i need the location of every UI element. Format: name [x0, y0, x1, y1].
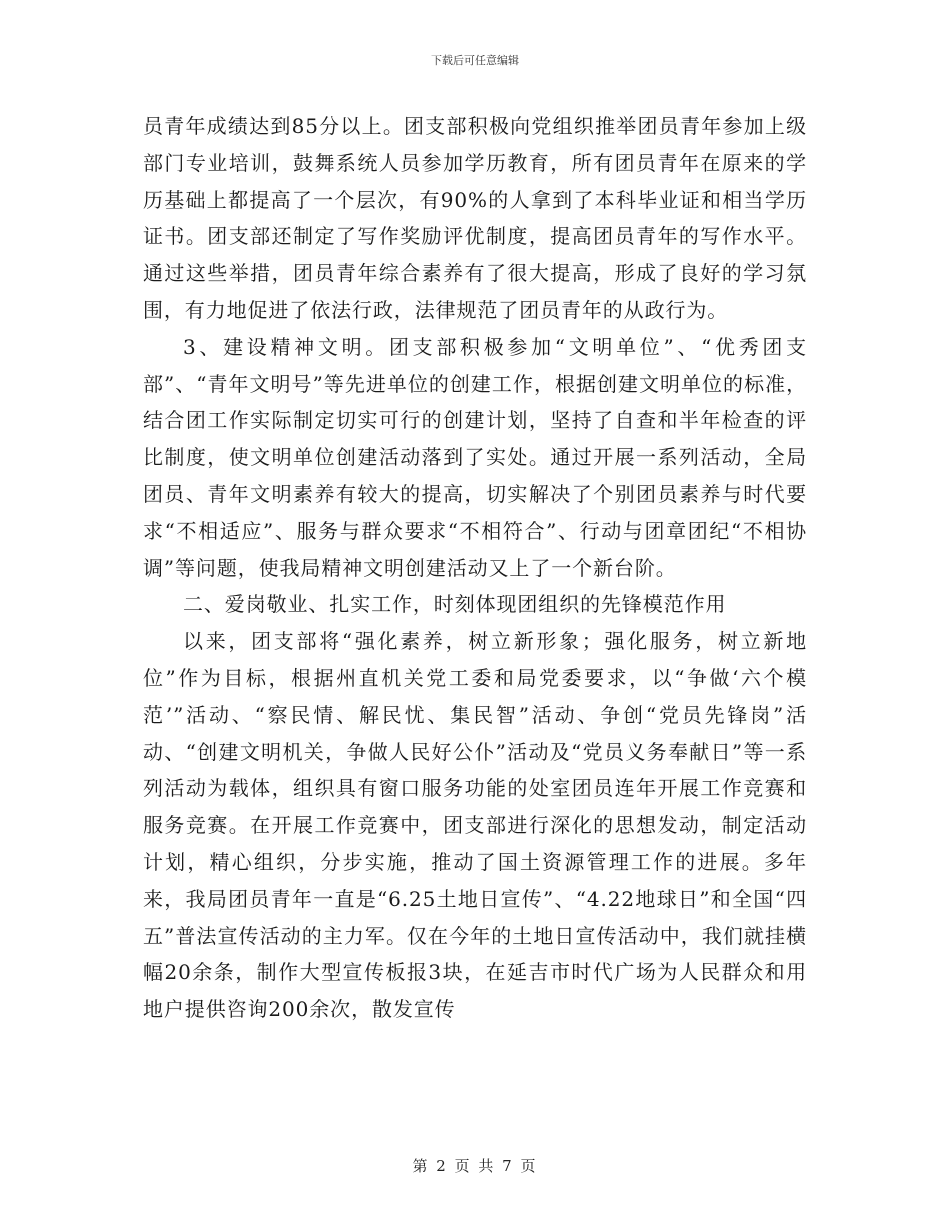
paragraph-work-competitions: 以来，团支部将“强化素养，树立新形象；强化服务，树立新地位”作为目标，根据州直机关党工委和局党委要求，以“争做‘六个模范’”活动、“察民情、解民忧、集民智”活动、争创“党员先锋岗”活动、“创建文明机关，争做人民好公仆”活动及“党员义务奉献日”等一系列活动为载体，组织具有窗口服务功能的处室团员连年开展工作竞赛和服务竞赛。在开展工作竞赛中，团支部进行深化的思想发动，制定活动计划，精心组织，分步实施，推动了国土资源管理工作的进展。多年来，我局团员青年一直是“6.25土地日宣传”、“4.22地球日”和全国“四五”普法宣传活动的主力军。仅在今年的土地日宣传活动中，我们就挂横幅20余条，制作大型宣传板报3块，在延吉市时代广场为人民群众和用地户提供咨询200余次，散发宣传	[143, 629, 807, 1022]
document-body	[143, 108, 807, 1028]
page-number: 第 2 页 共 7 页	[412, 1157, 538, 1175]
paragraph-spiritual-civilization: 3、建设精神文明。团支部积极参加“文明单位”、“优秀团支部”、“青年文明号”等先进单位的创建工作，根据创建文明单位的标准，结合团工作实际制定切实可行的创建计划，坚持了自查和半年检查的评比制度，使文明单位创建活动落到了实处。通过开展一系列活动，全局团员、青年文明素养有较大的提高，切实解决了个别团员素养与时代要求“不相适应”、服务与群众要求“不相符合”、行动与团章团纪“不相协调”等问题，使我局精神文明创建活动又上了一个新台阶。	[143, 334, 807, 580]
page-header: 下载后可任意编辑	[431, 54, 519, 67]
section-heading-dedication: 二、爱岗敬业、扎实工作，时刻体现团组织的先锋模范作用	[183, 592, 727, 617]
paragraph-study-achievements: 员青年成绩达到85分以上。团支部积极向党组织推举团员青年参加上级部门专业培训，鼓舞系统人员参加学历教育，所有团员青年在原来的学历基础上都提高了一个层次，有90%的人拿到了本科毕业证和相当学历证书。团支部还制定了写作奖励评优制度，提高团员青年的写作水平。通过这些举措，团员青年综合素养有了很大提高，形成了良好的学习氛围，有力地促进了依法行政，法律规范了团员青年的从政行为。	[143, 114, 807, 322]
